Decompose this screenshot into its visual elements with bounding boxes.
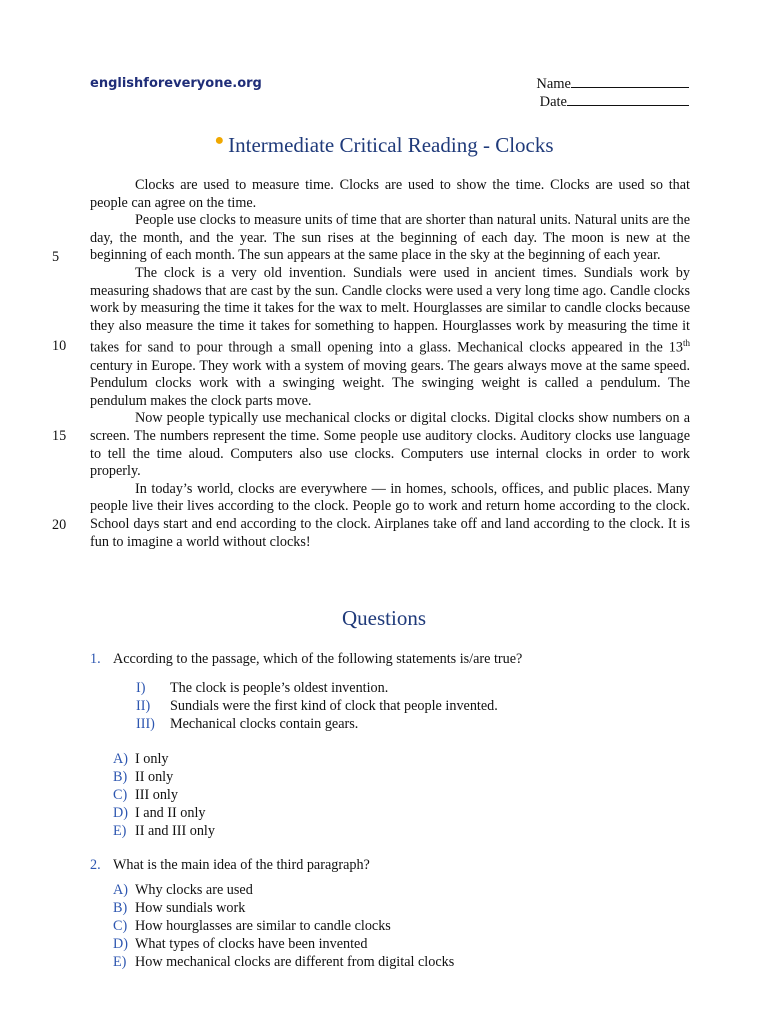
- answer-option[interactable]: [113, 899, 710, 917]
- answer-option[interactable]: [113, 917, 710, 935]
- line-number-15: 15: [52, 428, 67, 444]
- option-label: D): [113, 805, 128, 821]
- name-blank-line: [571, 75, 689, 88]
- passage-paragraph-3: [90, 265, 690, 410]
- statement-item: [136, 715, 710, 733]
- line-number-5: 5: [52, 249, 60, 265]
- question-2-stem: [90, 856, 710, 874]
- option-label: B): [113, 900, 128, 916]
- question-2-text: What is the main idea of the third paragraph?: [113, 857, 370, 873]
- option-text: What types of clocks have been invented: [135, 936, 368, 952]
- option-text: Why clocks are used: [135, 882, 253, 898]
- option-label: E): [113, 823, 127, 839]
- option-label: A): [113, 751, 128, 767]
- statement-text: The clock is people’s oldest invention.: [170, 680, 389, 696]
- logo-text-right: everyone.org: [164, 76, 262, 91]
- statement-label: III): [136, 716, 155, 732]
- statement-text: Sundials were the first kind of clock that people invented.: [170, 698, 498, 714]
- question-2: [90, 856, 710, 971]
- option-text: II and III only: [135, 823, 215, 839]
- question-2-options: [90, 881, 710, 971]
- answer-option[interactable]: [113, 804, 710, 822]
- option-label: B): [113, 769, 128, 785]
- passage-paragraph-1: Clocks are used to measure time. Clocks are used to show the time. Clocks are used so that people can agree on the time.: [90, 177, 690, 211]
- statement-text: Mechanical clocks contain gears.: [170, 716, 359, 732]
- reading-passage: [90, 177, 690, 551]
- name-date-fields: [519, 75, 689, 111]
- logo-text-left: englishfor: [90, 76, 165, 91]
- statement-item: [136, 679, 710, 697]
- option-label: C): [113, 787, 128, 803]
- option-text: III only: [135, 787, 178, 803]
- passage-paragraph-5: In today’s world, clocks are everywhere — in homes, schools, offices, and public places. Many people live their lives according to the clock. People go to work and return home according to the clock. School days start and end according to the clock. Airplanes take off and land according to the clock. It is fun to imagine a world without clocks!: [90, 480, 690, 550]
- question-2-number: 2.: [90, 857, 101, 873]
- option-text: I only: [135, 751, 169, 767]
- answer-option[interactable]: [113, 935, 710, 953]
- questions-heading: Questions: [342, 606, 426, 630]
- title-text: Intermediate Critical Reading - Clocks: [228, 133, 554, 157]
- name-label: Name: [536, 76, 571, 92]
- passage-paragraph-2: People use clocks to measure units of time that are shorter than natural units. Natural units are the day, the month, and the year. The sun rises at the beginning of each day. The moon is new at the beginning of each month. The sun appears at the same place in the sky at the beginning of each year.: [90, 212, 690, 264]
- passage-paragraph-4: Now people typically use mechanical clocks or digital clocks. Digital clocks show numbers on a screen. The numbers represent the time. Some people use auditory clocks. Auditory clocks use language to tell the time aloud. Computers also use clocks. Computers use internal clocks in order to work properly.: [90, 410, 690, 480]
- line-number-20: 20: [52, 517, 67, 533]
- name-field[interactable]: [519, 75, 689, 93]
- option-text: I and II only: [135, 805, 206, 821]
- answer-option[interactable]: [113, 750, 710, 768]
- answer-option[interactable]: [113, 786, 710, 804]
- option-text: II only: [135, 769, 174, 785]
- statement-item: [136, 697, 710, 715]
- line-number-10: 10: [52, 338, 67, 354]
- date-field[interactable]: [519, 93, 689, 111]
- question-1-statements: [90, 679, 710, 733]
- answer-option[interactable]: [113, 881, 710, 899]
- option-label: D): [113, 936, 128, 952]
- question-1-number: 1.: [90, 651, 101, 667]
- date-label: Date: [539, 94, 567, 110]
- option-label: A): [113, 882, 128, 898]
- statement-label: I): [136, 680, 146, 696]
- worksheet-title: [0, 132, 768, 158]
- answer-option[interactable]: [113, 768, 710, 786]
- option-text: How hourglasses are similar to candle clocks: [135, 918, 391, 934]
- option-label: C): [113, 918, 128, 934]
- option-label: E): [113, 954, 127, 970]
- paragraph-3-text: The clock is a very old invention. Sundials were used in ancient times. Sundials work by measuring shadows that are cast by the sun. Candle clocks were used a very long time ago. Candle clocks work by measuring the time it takes for the wax to melt. Hourglasses are similar to candle clocks because they also measure the time it takes for something to happen. Hourglasses work by measuring the time it takes for sand to pour through a small opening into a glass. Mechanical clocks appeared in the 13: [90, 264, 690, 357]
- date-blank-line: [567, 93, 689, 106]
- answer-option[interactable]: [113, 822, 710, 840]
- site-logo: [90, 76, 262, 91]
- option-text: How mechanical clocks are different from digital clocks: [135, 954, 455, 970]
- question-1: [90, 650, 710, 840]
- question-1-stem: [90, 650, 710, 668]
- paragraph-3-continuation: century in Europe. They work with a system of moving gears. The gears always move at the same speed. Pendulum clocks work with a swinging weight. The swinging weight is called a pendulum. The pendulum makes the clock parts move.: [90, 357, 690, 409]
- option-text: How sundials work: [135, 900, 246, 916]
- question-1-options: [90, 750, 710, 840]
- superscript-th: th: [682, 338, 690, 349]
- answer-option[interactable]: [113, 953, 710, 971]
- statement-label: II): [136, 698, 151, 714]
- question-1-text: According to the passage, which of the following statements is/are true?: [113, 651, 523, 667]
- bullet-dot-icon: ●: [214, 132, 225, 149]
